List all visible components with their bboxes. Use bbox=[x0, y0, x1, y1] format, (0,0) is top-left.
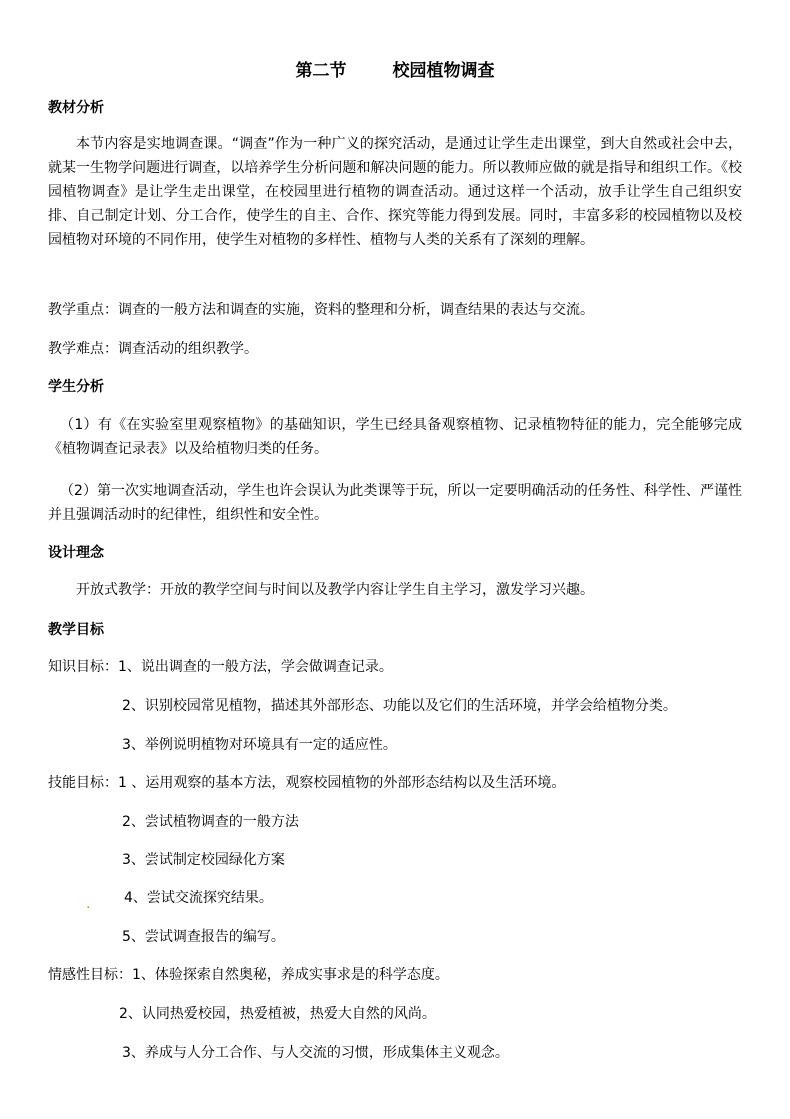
knowledge-goal-1: 知识目标：1、说出调查的一般方法，学会做调查记录。 bbox=[48, 659, 393, 675]
textbook-analysis-body: 本节内容是实地调查课。“调查”作为一种广义的探究活动，是通过让学生走出课堂，到大自然或社会中去，就某一生物学问题进行调查，以培养学生分析问题和解决问题的能力。所以教师应做的就是指导和组织工作。《校园植物调查》是让学生走出课堂，在校园里进行植物的调查活动。通过这样一个活动，放手让学生自己组织安排、自己制定计划、分工合作，使学生的自主、合作、探究等能力得到发展。同时，丰富多彩的校园植物以及校园植物对环境的不同作用，使学生对植物的多样性、植物与人类的关系有了深刻的理解。 bbox=[48, 136, 742, 248]
heading-teaching-goals: 教学目标 bbox=[48, 622, 104, 638]
emotion-goal-3: 3、养成与人分工合作、与人交流的习惯，形成集体主义观念。 bbox=[122, 1045, 509, 1061]
skill-goal-2: 2、尝试植物调查的一般方法 bbox=[122, 814, 299, 830]
knowledge-goal-2: 2、识别校园常见植物，描述其外部形态、功能以及它们的生活环境，并学会给植物分类。 bbox=[122, 698, 677, 714]
skill-goal-4: 4、尝试交流探究结果。 bbox=[124, 890, 273, 906]
key-point: 教学重点：调查的一般方法和调查的实施，资料的整理和分析，调查结果的表达与交流。 bbox=[48, 302, 594, 318]
emotion-goal-2: 2、认同热爱校园，热爱植被，热爱大自然的风尚。 bbox=[119, 1006, 436, 1022]
heading-design-concept: 设计理念 bbox=[48, 545, 104, 561]
heading-textbook-analysis: 教材分析 bbox=[48, 100, 104, 116]
title-name: 校园植物调查 bbox=[392, 61, 495, 81]
title-section: 第二节 bbox=[295, 61, 347, 81]
skill-goal-5: 5、尝试调查报告的编写。 bbox=[122, 929, 285, 945]
student-analysis-item-1: （1）有《在实验室里观察植物》的基础知识，学生已经具备观察植物、记录植物特征的能力，完全能够完成《植物调查记录表》以及给植物归类的任务。 bbox=[48, 417, 742, 457]
skill-goal-3: 3、尝试制定校园绿化方案 bbox=[122, 852, 285, 868]
skill-goal-1: 技能目标：1 、运用观察的基本方法，观察校园植物的外部形态结构以及生活环境。 bbox=[48, 775, 566, 791]
difficulty: 教学难点：调查活动的组织教学。 bbox=[48, 341, 258, 357]
stray-dot-mark: . bbox=[86, 896, 91, 912]
design-concept-body: 开放式教学：开放的教学空间与时间以及教学内容让学生自主学习，激发学习兴趣。 bbox=[76, 582, 594, 598]
knowledge-goal-3: 3、举例说明植物对环境具有一定的适应性。 bbox=[122, 737, 397, 753]
emotion-goal-1: 情感性目标：1、体验探索自然奥秘，养成实事求是的科学态度。 bbox=[48, 967, 449, 983]
student-analysis-item-2: （2）第一次实地调查活动，学生也许会误认为此类课等于玩，所以一定要明确活动的任务性、科学性、严谨性并且强调活动时的纪律性，组织性和安全性。 bbox=[48, 483, 742, 523]
heading-student-analysis: 学生分析 bbox=[48, 379, 104, 395]
page-title bbox=[0, 56, 790, 81]
